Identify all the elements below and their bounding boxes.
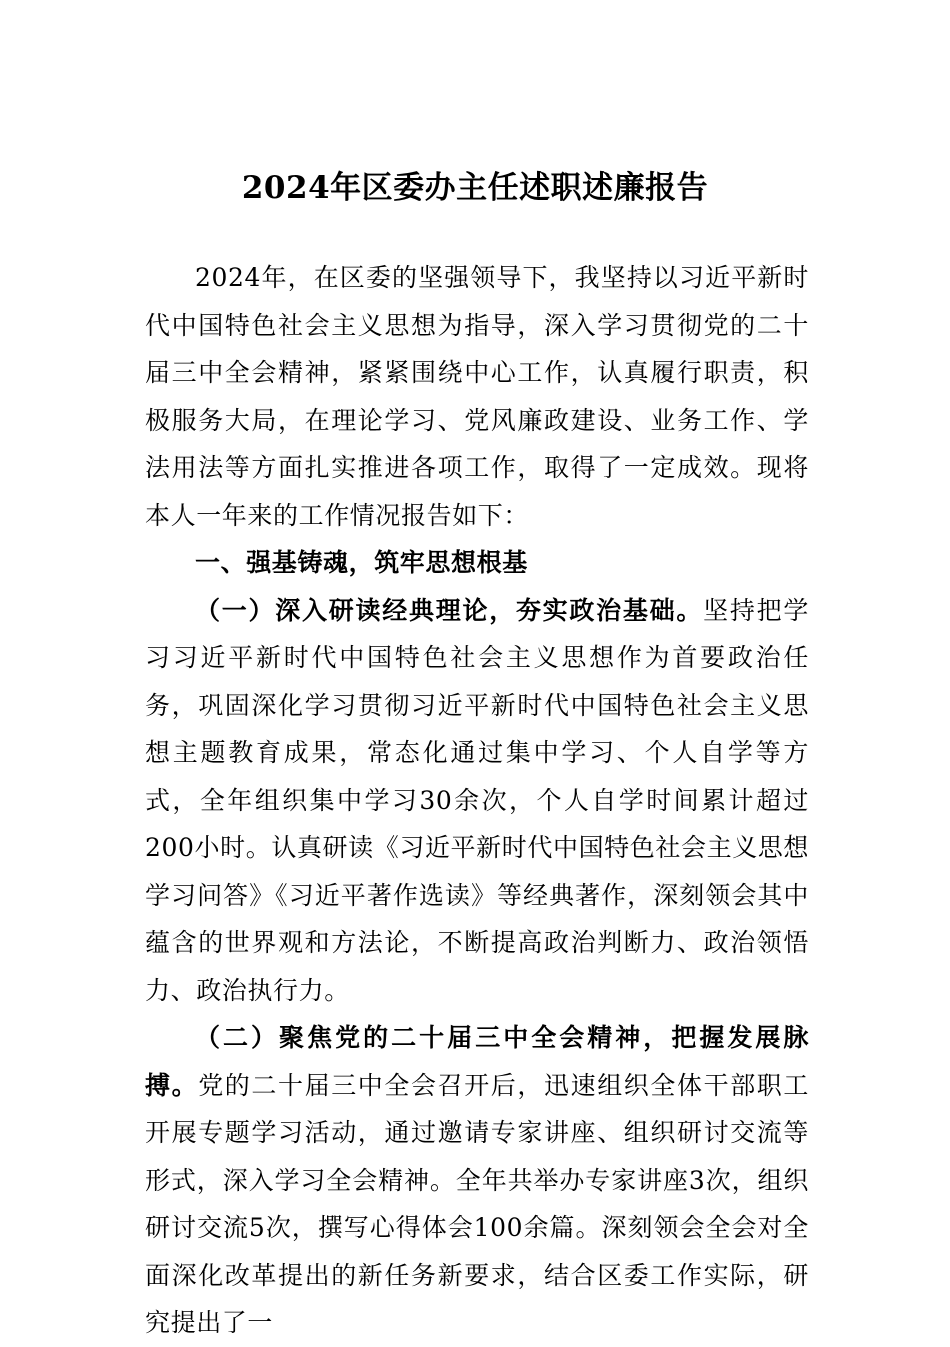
intro-paragraph: 2024年，在区委的坚强领导下，我坚持以习近平新时代中国特色社会主义思想为指导，深入学习贯彻党的二十届三中全会精神，紧紧围绕中心工作，认真履行职责，积极服务大局，在理论学习、党风廉政建设、业务工作、学法用法等方面扎实推进各项工作，取得了一定成效。现将本人一年来的工作情况报告如下： [145, 263, 809, 530]
subsection-lead-1: （一）深入研读经典理论，夯实政治基础。 [195, 595, 704, 625]
document-body [145, 254, 809, 1347]
subsection-lead-2: （二）聚焦党的二十届三中全会精神，把握发展脉搏。 [145, 1023, 809, 1100]
subsection-paragraph-1 [145, 587, 809, 1015]
document-title: 2024年区委办主任述职述廉报告 [241, 170, 709, 206]
subsection-paragraph-2 [145, 1014, 809, 1347]
subsection-text-1: 坚持把学习习近平新时代中国特色社会主义思想作为首要政治任务，巩固深化学习贯彻习近平新时代中国特色社会主义思想主题教育成果，常态化通过集中学习、个人自学等方式，全年组织集中学习30余次，个人自学时间累计超过200小时。认真研读《习近平新时代中国特色社会主义思想学习问答》《习近平著作选读》等经典著作，深刻领会其中蕴含的世界观和方法论，不断提高政治判断力、政治领悟力、政治执行力。 [145, 595, 809, 1005]
section-heading-1: 一、强基铸魂，筑牢思想根基 [195, 548, 528, 577]
subsection-text-2: 党的二十届三中全会召开后，迅速组织全体干部职工开展专题学习活动，通过邀请专家讲座、组织研讨交流等形式，深入学习全会精神。全年共举办专家讲座3次，组织研讨交流5次，撰写心得体会100余篇。深刻领会全会对全面深化改革提出的新任务新要求，结合区委工作实际，研究提出了一 [145, 1070, 809, 1337]
